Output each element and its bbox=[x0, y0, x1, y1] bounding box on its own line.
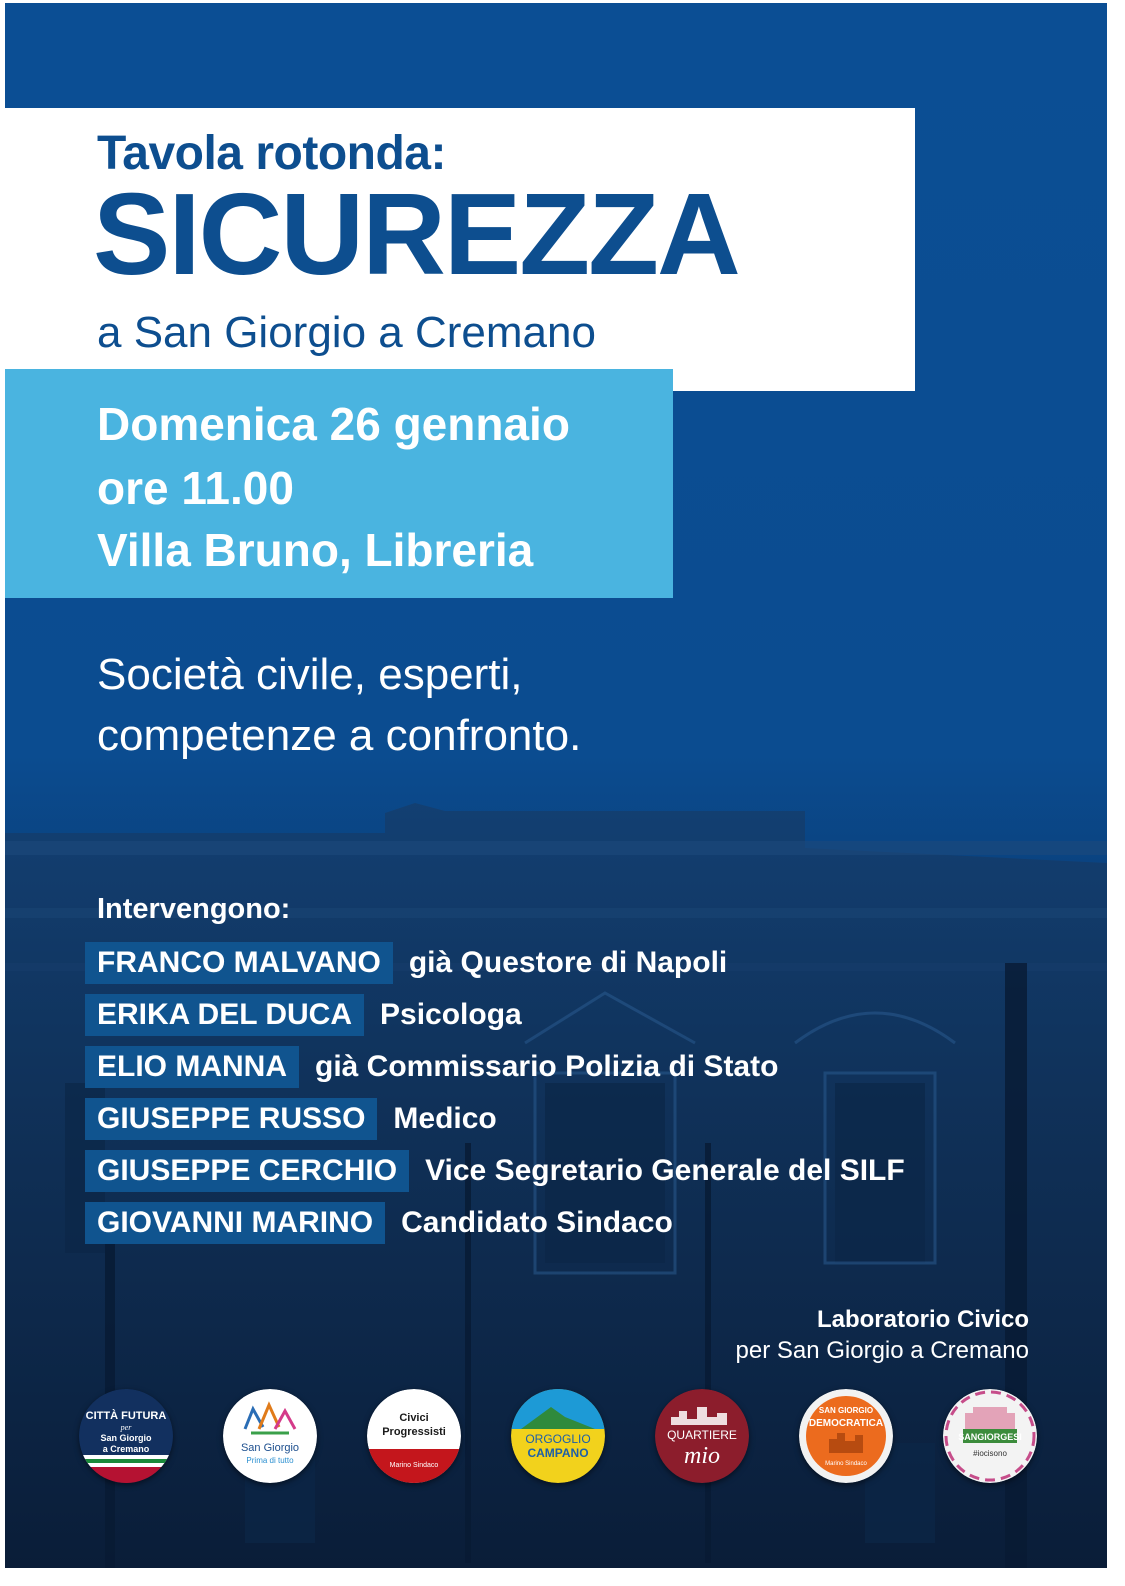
party-logos-row bbox=[79, 1389, 1039, 1485]
event-place: Villa Bruno, Libreria bbox=[97, 524, 534, 576]
svg-text:Civici: Civici bbox=[399, 1412, 429, 1424]
speaker-role: già Questore di Napoli bbox=[408, 946, 728, 979]
sangiorgesi-logo bbox=[943, 1389, 1037, 1483]
speaker-role: Medico bbox=[393, 1102, 497, 1135]
event-time: ore 11.00 bbox=[97, 462, 294, 514]
speaker-row bbox=[85, 994, 522, 1036]
speaker-row bbox=[85, 1098, 497, 1140]
speaker-role: già Commissario Polizia di Stato bbox=[315, 1050, 779, 1083]
svg-text:QUARTIERE: QUARTIERE bbox=[667, 1428, 737, 1442]
speaker-name: GIOVANNI MARINO bbox=[85, 1202, 385, 1244]
svg-text:ORGOGLIO: ORGOGLIO bbox=[525, 1432, 591, 1446]
speakers-heading: Intervengono: bbox=[97, 893, 291, 925]
svg-text:mio: mio bbox=[684, 1443, 720, 1469]
svg-text:CITTÀ FUTURA: CITTÀ FUTURA bbox=[85, 1410, 167, 1422]
event-details-box bbox=[5, 369, 673, 598]
san-giorgio-democratica-logo bbox=[799, 1389, 893, 1483]
san-giorgio-prima-di-tutto-logo bbox=[223, 1389, 317, 1483]
svg-text:per: per bbox=[120, 1423, 132, 1432]
speaker-role: Vice Segretario Generale del SILF bbox=[425, 1154, 905, 1187]
speaker-role: Candidato Sindaco bbox=[401, 1206, 673, 1239]
svg-text:Marino Sindaco: Marino Sindaco bbox=[825, 1461, 867, 1467]
speaker-row bbox=[85, 1202, 673, 1244]
title-subheading: Tavola rotonda: bbox=[97, 127, 446, 180]
civici-progressisti-logo bbox=[367, 1389, 461, 1483]
citta-futura-logo bbox=[79, 1389, 173, 1483]
svg-text:San Giorgio: San Giorgio bbox=[100, 1433, 152, 1443]
svg-text:San Giorgio: San Giorgio bbox=[240, 1442, 300, 1454]
svg-text:SANGIORGESI: SANGIORGESI bbox=[958, 1432, 1022, 1442]
title-location: a San Giorgio a Cremano bbox=[97, 308, 596, 357]
speaker-name: FRANCO MALVANO bbox=[85, 942, 393, 984]
svg-text:DEMOCRATICA: DEMOCRATICA bbox=[808, 1418, 884, 1429]
title-main: SICUREZZA bbox=[93, 169, 739, 299]
svg-text:#iocisono: #iocisono bbox=[973, 1449, 1007, 1458]
speaker-row bbox=[85, 1046, 778, 1088]
quartiere-mio-logo bbox=[655, 1389, 749, 1483]
speaker-role: Psicologa bbox=[380, 998, 522, 1031]
orgoglio-campano-logo bbox=[511, 1389, 605, 1483]
tagline-line-1: Società civile, esperti, bbox=[97, 650, 523, 699]
svg-text:Prima di tutto: Prima di tutto bbox=[246, 1456, 294, 1465]
svg-text:a Cremano: a Cremano bbox=[102, 1444, 150, 1454]
speaker-name: GIUSEPPE CERCHIO bbox=[85, 1150, 409, 1192]
svg-text:CAMPANO: CAMPANO bbox=[527, 1446, 589, 1460]
tagline-line-2: competenze a confronto. bbox=[97, 711, 582, 760]
organizer-name: Laboratorio Civico bbox=[816, 1306, 1029, 1333]
svg-text:Marino Sindaco: Marino Sindaco bbox=[389, 1462, 439, 1469]
speaker-name: ELIO MANNA bbox=[85, 1046, 299, 1088]
title-box bbox=[5, 108, 915, 391]
organizer-subtitle: per San Giorgio a Cremano bbox=[735, 1337, 1029, 1364]
speaker-name: GIUSEPPE RUSSO bbox=[85, 1098, 377, 1140]
svg-text:SAN GIORGIO: SAN GIORGIO bbox=[818, 1406, 874, 1415]
speaker-row bbox=[85, 942, 727, 984]
event-date: Domenica 26 gennaio bbox=[97, 398, 570, 450]
svg-text:Progressisti: Progressisti bbox=[382, 1426, 446, 1438]
speaker-row bbox=[85, 1150, 905, 1192]
speaker-name: ERIKA DEL DUCA bbox=[85, 994, 364, 1036]
event-poster bbox=[5, 3, 1107, 1568]
